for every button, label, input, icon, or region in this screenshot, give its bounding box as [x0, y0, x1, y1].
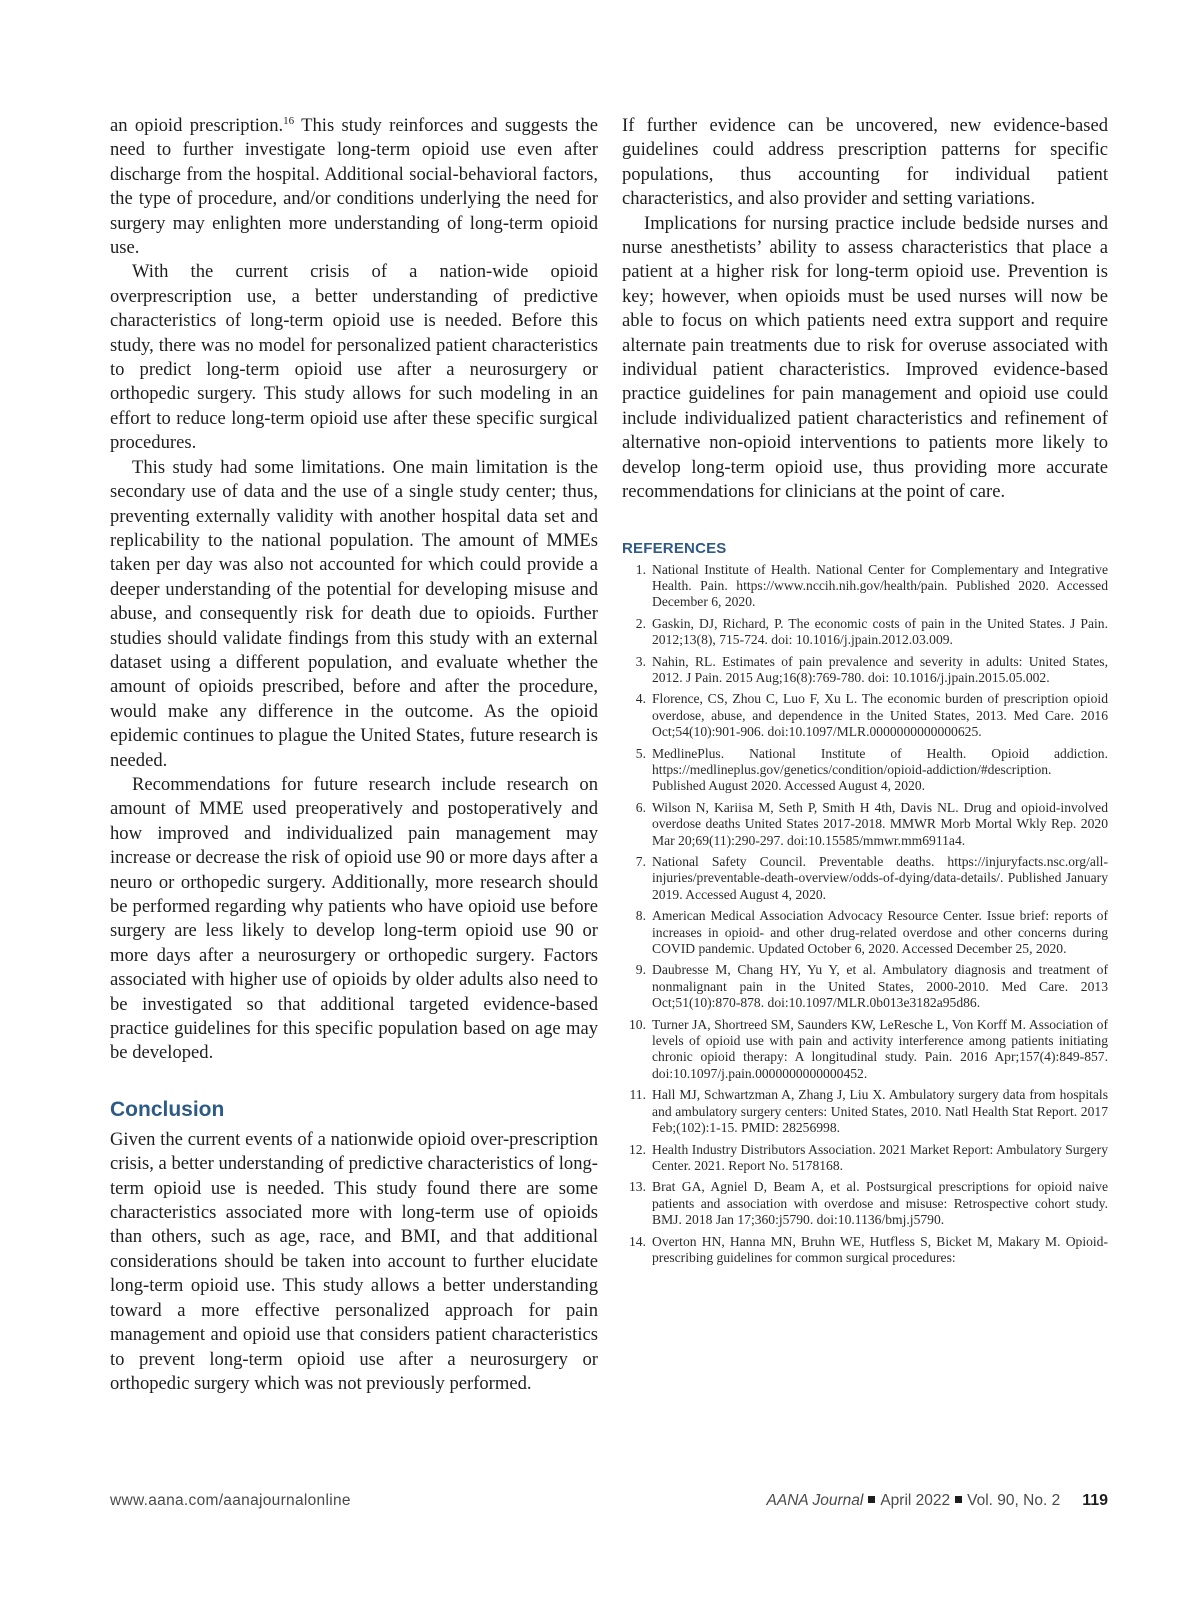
reference-number: 1. — [635, 561, 646, 577]
reference-number: 4. — [635, 691, 646, 707]
square-separator-icon — [868, 1496, 875, 1503]
reference-text: Nahin, RL. Estimates of pain prevalence and severity in adults: United States, 2012. J Pain. 2015 Aug;16(8):769-780. doi: 10.1016/j.jpain.2015.05.002. — [652, 653, 1108, 685]
reference-number: 3. — [635, 653, 646, 669]
reference-item — [622, 616, 1108, 649]
volume-issue: Vol. 90, No. 2 — [967, 1492, 1061, 1509]
reference-text: American Medical Association Advocacy Resource Center. Issue brief: reports of increases in opioid- and other drug-related overdose and other concerns during COVID pandemic. Updated October 6, 2020. Accessed December 25, 2020. — [652, 908, 1108, 957]
body-paragraph: This study had some limitations. One main limitation is the secondary use of data and the use of a single study center; thus, preventing externally validity with another hospital data set and replicability to the national population. The amount of MMEs taken per day was also not accounted for which could provide a deeper understanding of the potential for developing misuse and abuse, and consequently risk for death due to opioids. Further studies should validate findings from this study with an external dataset using a different population, and evaluate whether the amount of opioids prescribed, before and after the procedure, would make any difference in the outcome. As the opioid epidemic continues to plague the United States, future research is needed. — [110, 456, 598, 771]
reference-item — [622, 1179, 1108, 1228]
reference-item — [622, 746, 1108, 795]
reference-text: Brat GA, Agniel D, Beam A, et al. Postsurgical prescriptions for opioid naive patients and association with overdose and misuse: Retrospective cohort study. BMJ. 2018 Jan 17;360:j5790. doi:10.1136/bmj.j5790. — [652, 1179, 1108, 1228]
body-paragraph: Recommendations for future research include research on amount of MME used preoperatively and postoperatively and how improved and individualized pain management may increase or decrease the risk of opioid use 90 or more days after a neuro or orthopedic surgery. Additionally, more research should be performed regarding why patients who have opioid use before surgery are less likely to develop long-term opioid use 90 or more days after a neurosurgery or orthopedic surgery. Factors associated with higher use of opioids by older adults also need to be investigated so that additional targeted evidence-based practice guidelines for this specific population based on age may be developed. — [110, 773, 598, 1064]
conclusion-heading: Conclusion — [110, 1097, 225, 1121]
reference-item — [622, 1142, 1108, 1175]
body-paragraph — [110, 114, 598, 260]
reference-text: Gaskin, DJ, Richard, P. The economic costs of pain in the United States. J Pain. 2012;13(8), 715-724. doi: 10.1016/j.jpain.2012.03.009. — [652, 615, 1108, 648]
reference-number: 2. — [635, 615, 646, 631]
reference-text: Wilson N, Kariisa M, Seth P, Smith H 4th, Davis NL. Drug and opioid-involved overdose deaths United States 2017-2018. MMWR Morb Mortal Wkly Rep. 2020 Mar 20;69(11):290-297. doi:10.15585/mmwr.mm6911a4. — [652, 799, 1108, 848]
page-footer — [110, 1492, 1108, 1514]
paragraph-text: an opioid prescription. — [110, 115, 284, 136]
reference-item — [622, 962, 1108, 1011]
citation-superscript: 16 — [283, 114, 295, 127]
reference-number: 6. — [635, 799, 646, 815]
square-separator-icon — [955, 1496, 962, 1503]
page-number: 119 — [1082, 1492, 1108, 1509]
right-column — [622, 114, 1108, 1271]
reference-number: 13. — [629, 1179, 646, 1195]
journal-url[interactable]: www.aana.com/aanajournalonline — [110, 1492, 351, 1509]
reference-item — [622, 562, 1108, 611]
body-paragraph: Implications for nursing practice include bedside nurses and nurse anesthetists’ ability to assess characteristics that place a patient at a higher risk for long-term opioid use. Prevention is key; however, when opioids must be used nurses will now be able to focus on which patients need extra support and require alternate pain treatments due to risk for overuse associated with individual patient characteristics. Improved evidence-based practice guidelines for pain management and opioid use could include individualized patient characteristics and refinement of alternative non-opioid interventions to patients more likely to develop long-term opioid use, thus providing more accurate recommendations for clinicians at the point of care. — [622, 212, 1108, 503]
reference-text: Health Industry Distributors Association. 2021 Market Report: Ambulatory Surgery Center. 2021. Report No. 5178168. — [652, 1141, 1108, 1173]
reference-number: 10. — [629, 1016, 646, 1032]
body-paragraph: If further evidence can be uncovered, new evidence-based guidelines could address prescription patterns for specific populations, thus accounting for individual patient characteristics, and also provider and setting variations. — [622, 115, 1108, 210]
reference-text: Daubresse M, Chang HY, Yu Y, et al. Ambulatory diagnosis and treatment of nonmalignant pain in the United States, 2000-2010. Med Care. 2013 Oct;51(10):870-878. doi:10.1097/MLR.0b013e3182a95d86. — [652, 962, 1108, 1011]
reference-text: Overton HN, Hanna MN, Bruhn WE, Hutfless S, Bicket M, Makary M. Opioid-prescribing guidelines for common surgical procedures: — [652, 1233, 1108, 1265]
reference-text: Florence, CS, Zhou C, Luo F, Xu L. The economic burden of prescription opioid overdose, abuse, and dependence in the United States, 2013. Med Care. 2016 Oct;54(10):901-906. doi:10.1097/MLR.0000000000000625. — [652, 691, 1108, 740]
conclusion-paragraph: Given the current events of a nationwide opioid over-prescription crisis, a better understanding of predictive characteristics of long-term opioid use is needed. This study found there are some characteristics associated more with long-term use of opioids than others, such as age, race, and BMI, and that additional considerations should be taken into account to further elucidate long-term opioid use. This study allows a better understanding toward a more effective personalized approach for pain management and opioid use that considers patient characteristics to prevent long-term opioid use after a neurosurgery or orthopedic surgery which was not previously performed. — [110, 1128, 598, 1394]
reference-item — [622, 800, 1108, 849]
issue-date: April 2022 — [880, 1492, 951, 1509]
reference-item — [622, 1017, 1108, 1083]
reference-item — [622, 854, 1108, 903]
reference-list — [622, 562, 1108, 1267]
body-paragraph: With the current crisis of a nation-wide opioid overprescription use, a better understanding of predictive characteristics of long-term opioid use is needed. Before this study, there was no model for personalized patient characteristics to predict long-term opioid use after a neurosurgery or orthopedic surgery. This study allows for such modeling in an effort to reduce long-term opioid use after these specific surgical procedures. — [110, 261, 598, 454]
reference-number: 12. — [629, 1141, 646, 1157]
references-heading: REFERENCES — [622, 539, 727, 557]
journal-name: AANA Journal — [766, 1492, 864, 1509]
reference-number: 11. — [629, 1087, 646, 1103]
reference-item — [622, 1087, 1108, 1136]
reference-text: National Institute of Health. National Center for Complementary and Integrative Health. Pain. https://www.nccih.nih.gov/health/pain. Published 2020. Accessed December 6, 2020. — [652, 561, 1108, 610]
reference-text: Turner JA, Shortreed SM, Saunders KW, LeResche L, Von Korff M. Association of levels of opioid use with pain and activity interference among patients initiating chronic opioid therapy: A longitudinal study. Pain. 2016 Apr;157(4):849-857. doi:10.1097/j.pain.0000000000000452. — [652, 1016, 1108, 1081]
left-column — [110, 114, 598, 1396]
reference-number: 5. — [635, 745, 646, 761]
reference-item — [622, 1234, 1108, 1267]
reference-text: Hall MJ, Schwartzman A, Zhang J, Liu X. Ambulatory surgery data from hospitals and ambulatory surgery centers: United States, 2010. Natl Health Stat Report. 2017 Feb;(102):1-15. PMID: 28256998. — [652, 1087, 1108, 1136]
reference-number: 7. — [635, 854, 646, 869]
reference-text: MedlinePlus. National Institute of Health. Opioid addiction. https://medlineplus.gov/genetics/condition/opioid-addiction/#description. Published August 2020. Accessed August 4, 2020. — [652, 745, 1108, 794]
paragraph-text: This study reinforces and suggests the need to further investigate long-term opioid use even after discharge from the hospital. Additional social-behavioral factors, the type of procedure, and/or conditions underlying the need for surgery may enlighten more understanding of long-term opioid use. — [110, 115, 598, 259]
reference-item — [622, 654, 1108, 687]
reference-item — [622, 908, 1108, 957]
reference-text: National Safety Council. Preventable deaths. https://injuryfacts.nsc.org/all-injuries/preventable-death-overview/odds-of-dying/data-details/. Published January 2019. Accessed August 4, 2020. — [652, 854, 1108, 902]
reference-number: 14. — [629, 1233, 646, 1249]
reference-number: 9. — [635, 962, 646, 978]
footer-citation — [767, 1492, 1108, 1510]
reference-item — [622, 691, 1108, 740]
reference-number: 8. — [635, 908, 646, 924]
